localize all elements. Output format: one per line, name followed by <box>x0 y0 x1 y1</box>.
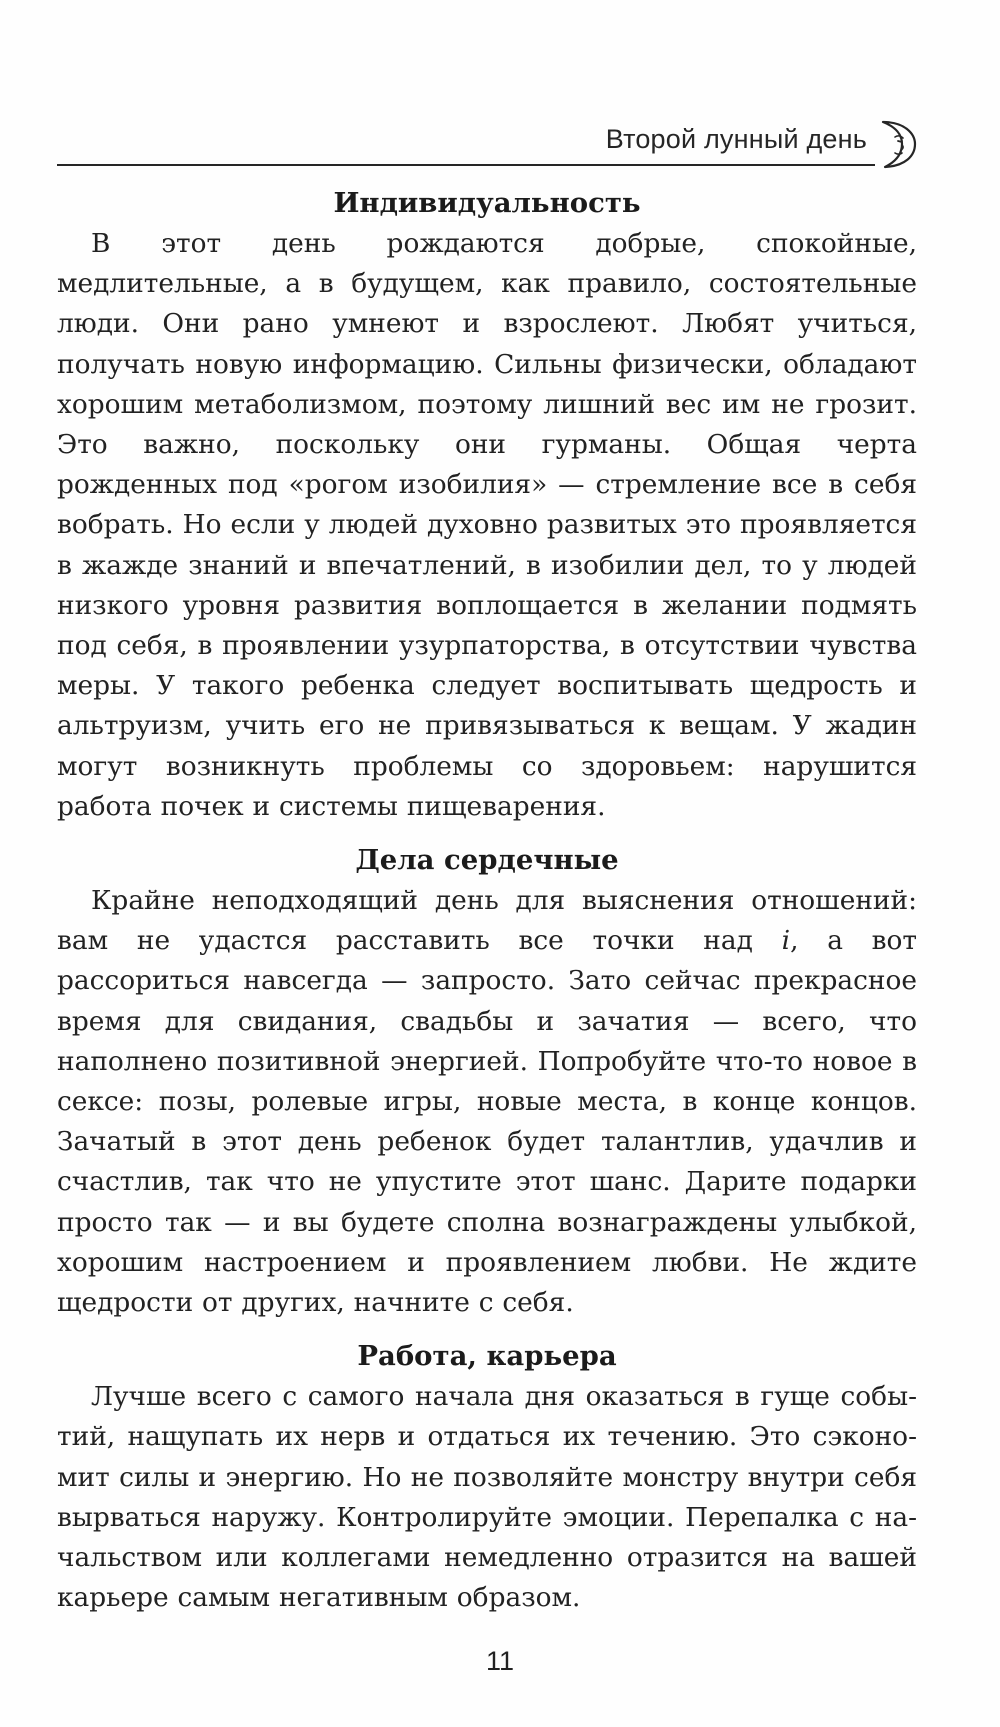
section-paragraph: Лучше всего с самого начала дня оказаться в гуще событий, нащупать их нерв и отдаться их течению. Это сэкономит силы и энергию. Но не позволяйте монстру внутри себя вырваться наружу. Контролируйте эмоции. Перепалка с начальством или коллегами немедленно отразится на вашей карьере самым негативным образом. <box>57 1381 917 1614</box>
page-body <box>57 182 917 1619</box>
running-title: Второй лунный день <box>605 124 867 154</box>
paragraph-text: , а вот рассориться навсегда — запросто. Зато сейчас прекрасное время для свидания, свадьбы и зачатия — всего, что наполнено позитивной энергией. Попробуйте что-то новое в сексе: позы, ролевые игры, новые места, в конце концов. Зачатый в этот день ребенок будет талантлив, удачлив и счастлив, так что не упустите этот шанс. Дарите подарки просто так — и вы будете сполна вознаграждены улыбкой, хорошим настроением и проявлением любви. Не ждите щедрости от других, начните с себя. <box>57 925 918 1319</box>
page-number: 11 <box>485 1646 515 1676</box>
crescent-moon-face-icon <box>873 118 919 170</box>
section-heading: Дела сердечные <box>355 844 619 877</box>
header-rule <box>57 164 875 166</box>
paragraph-text: Крайне неподходящий день для выяснения отношений: вам не удастся расставить все точки над <box>57 885 917 957</box>
section-heading: Работа, карьера <box>357 1340 617 1373</box>
section-work-career <box>57 1335 917 1618</box>
running-header <box>57 112 923 172</box>
section-heading: Индивидуальность <box>333 187 641 219</box>
section-paragraph <box>57 881 917 1323</box>
italic-letter: i <box>781 925 791 957</box>
section-paragraph: В этот день рождаются добрые, спокойные, медлительные, а в будущем, как правило, состоятельные люди. Они рано умнеют и взрослеют. Любят учиться, получать новую информацию. Сильны физически, обладают хорошим метаболизмом, поэтому лишний вес им не грозит. Это важно, поскольку они гурманы. Общая черта рожденных под «рогом изобилия» — стремление все в себя вобрать. Но если у людей духовно развитых это проявляется в жажде знаний и впечатлений, в изобилии дел, то у людей низкого уровня развития воплощается в желании подмять под себя, в проявлении узурпаторства, в отсутствии чувства меры. У такого ребенка следует воспитывать щедрость и альтруизм, учить его не привязываться к вещам. У жадин могут возникнуть проблемы со здоровьем: нарушится работа почек и системы пищеварения. <box>57 228 917 822</box>
section-love-affairs <box>57 839 917 1323</box>
section-individuality <box>57 182 917 827</box>
